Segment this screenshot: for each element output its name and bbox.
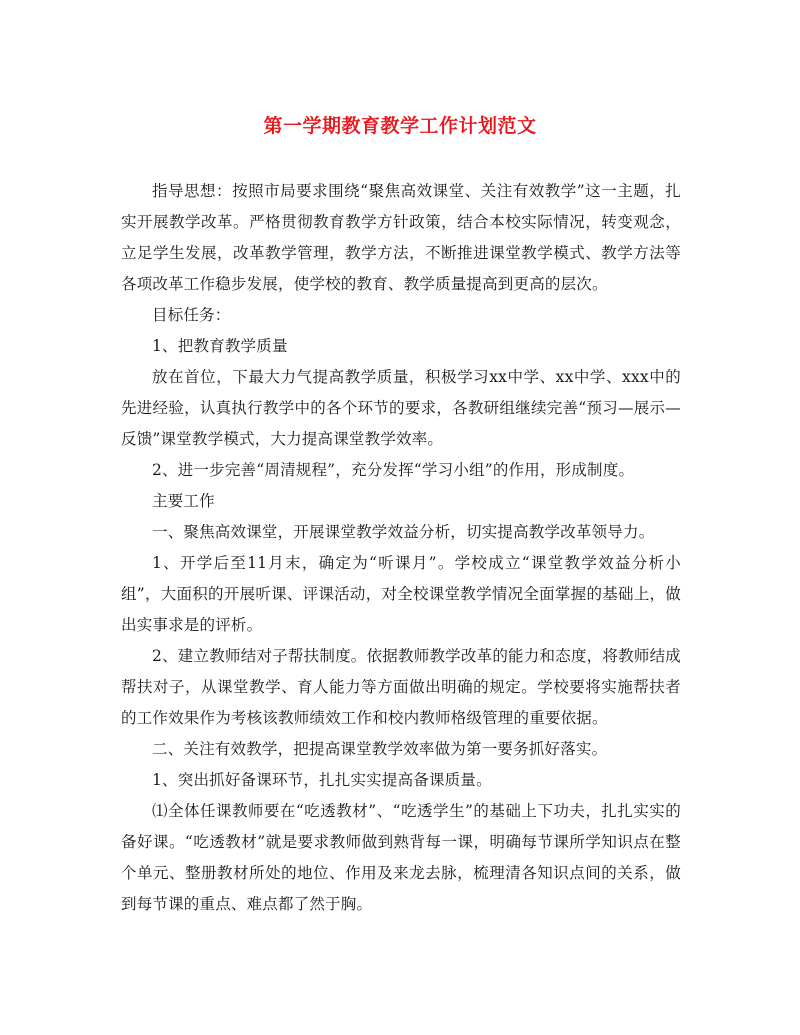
paragraph-section-2-item-1-sub-1: ⑴全体任课教师要在“吃透教材”、“吃透学生”的基础上下功夫，扎扎实实的备好课。“吃透教材”就是要求教师做到熟背每一课，明确每节课所学知识点在整个单元、整册教材所处的地位、作用及来龙去脉，梳理清各知识点间的关系，做到每节课的重点、难点都了然于胸。 [121,802,681,913]
paragraph-goal-2: 2、进一步完善“周清规程”，充分发挥“学习小组”的作用，形成制度。 [152,461,635,479]
document-title: 第一学期教育教学工作计划范文 [263,115,537,137]
paragraph-section-1-item-2: 2、建立教师结对子帮扶制度。依据教师教学改革的能力和态度，将教师结成帮扶对子，从课堂教学、育人能力等方面做出明确的规定。学校要将实施帮扶者的工作效果作为考核该教师绩效工作和校内教师格级管理的重要依据。 [121,647,681,727]
paragraph-section-1-item-1: 1、开学后至11月末，确定为“听课月”。学校成立“课堂教学效益分析小组”，大面积的开展听课、评课活动，对全校课堂教学情况全面掌握的基础上，做出实事求是的评析。 [121,554,681,634]
paragraph-section-2: 二、关注有效教学，把提高课堂教学效率做为第一要务抓好落实。 [152,740,608,758]
paragraph-goal-1: 1、把教育教学质量 [152,337,288,355]
paragraph-goal-heading: 目标任务： [152,306,231,324]
paragraph-section-1: 一、聚焦高效课堂，开展课堂教学效益分析，切实提高教学改革领导力。 [152,523,655,541]
document-body [121,176,681,920]
paragraph-guiding-thought: 指导思想：按照市局要求围绕“聚焦高效课堂、关注有效教学”这一主题，扎实开展教学改革。严格贯彻教育教学方针政策，结合本校实际情况，转变观念，立足学生发展，改革教学管理，教学方法，不断推进课堂教学模式、教学方法等各项改革工作稳步发展，使学校的教育、教学质量提高到更高的层次。 [121,182,681,293]
paragraph-goal-1-detail: 放在首位，下最大力气提高教学质量，积极学习xx中学、xx中学、xxx中的先进经验，认真执行教学中的各个环节的要求，各教研组继续完善“预习—展示—反馈”课堂教学模式，大力提高课堂教学效率。 [121,368,681,448]
paragraph-main-work-heading: 主要工作 [152,492,215,510]
paragraph-section-2-item-1: 1、突出抓好备课环节，扎扎实实提高备课质量。 [152,771,492,789]
